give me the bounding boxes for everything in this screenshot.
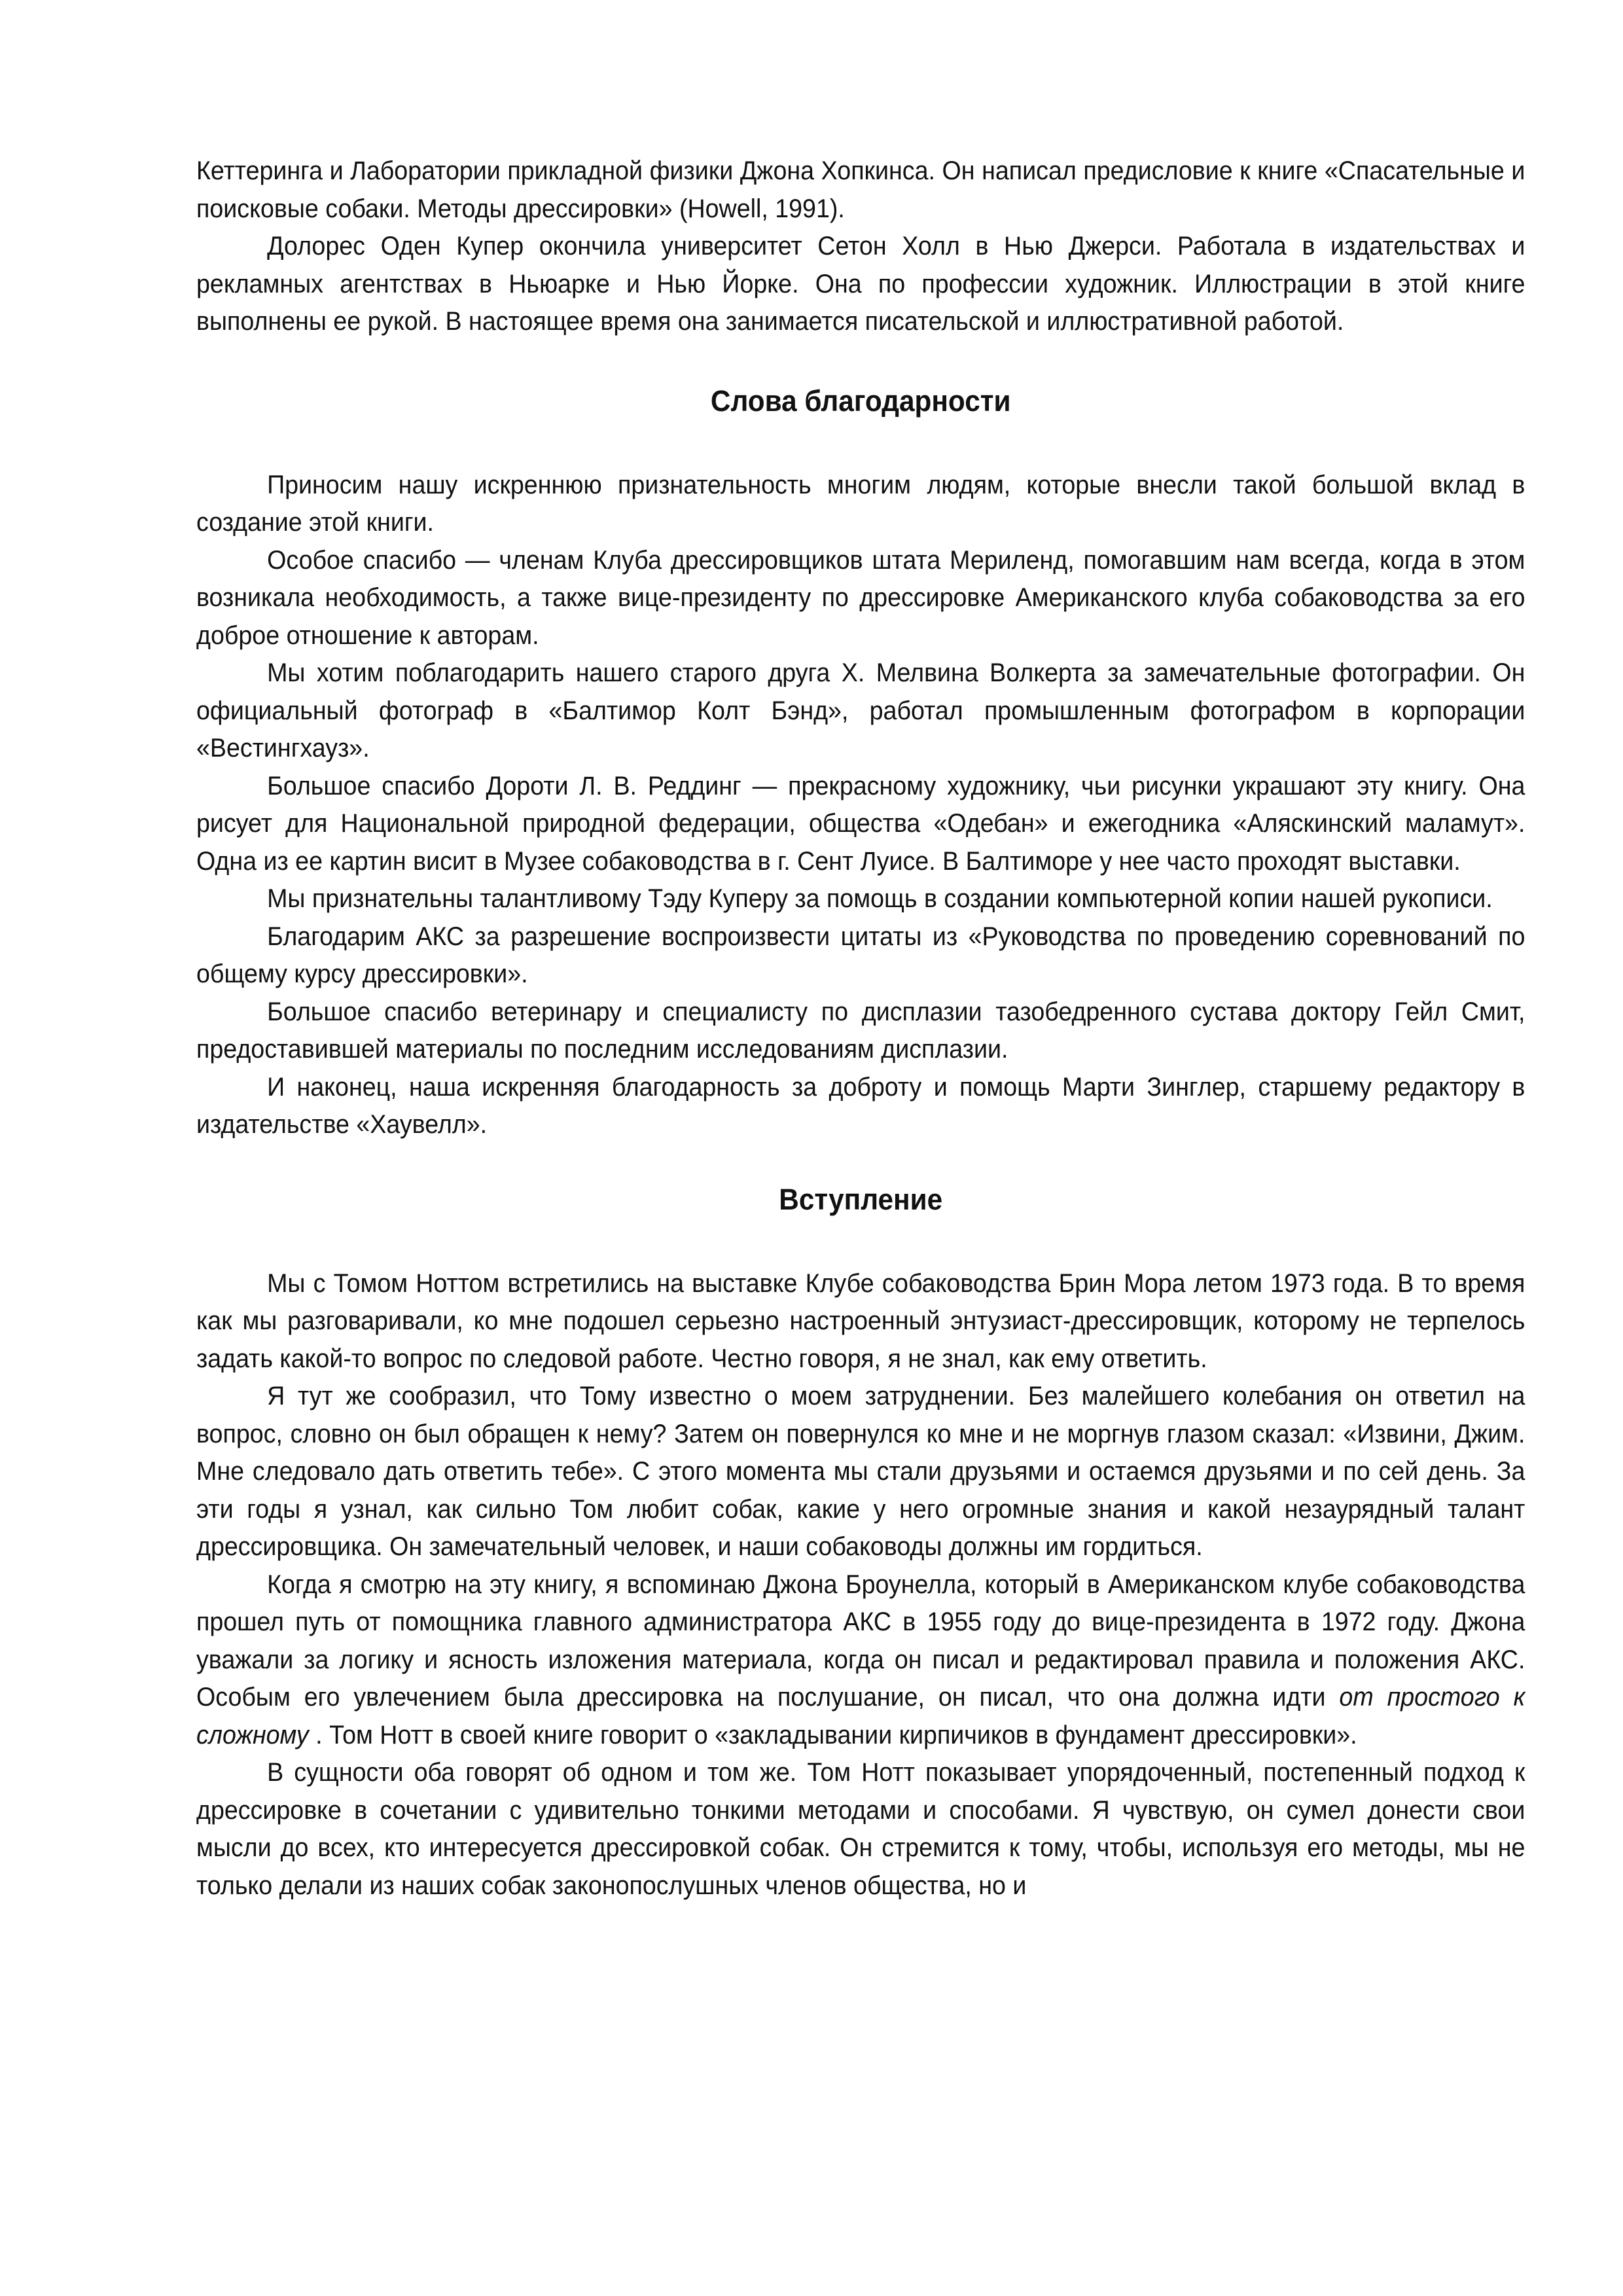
- paragraph-acknowledgment: Мы хотим поблагодарить нашего старого друга Х. Мелвина Волкерта за замечательные фотографии. Он официальный фотограф в «Балтимор Колт Бэнд», работал промышленным фотографом в корпорации «Вестингхауз».: [196, 658, 1525, 762]
- heading-acknowledgments: Слова благодарности: [710, 384, 1011, 418]
- paragraph-acknowledgment: Большое спасибо ветеринару и специалисту по дисплазии тазобедренного сустава доктору Гейл Смит, предоставившей материалы по последним исследованиям дисплазии.: [196, 997, 1525, 1064]
- paragraph-introduction-meeting: Мы с Томом Ноттом встретились на выставке Клубе собаководства Брин Мора летом 1973 года. В то время как мы разговаривали, ко мне подошел серьезно настроенный энтузиаст-дрессировщик, которому не терпелось задать какой-то вопрос по следовой работе. Честно говоря, я не знал, как ему ответить.: [196, 1268, 1525, 1373]
- italic-phrase: от простого к сложному: [196, 1683, 1525, 1749]
- paragraph-authors-continued: Кеттеринга и Лаборатории прикладной физики Джона Хопкинса. Он написал предисловие к книге «Спасательные и поисковые собаки. Методы дрессировки» (Howell, 1991).: [196, 156, 1525, 223]
- paragraph-acknowledgment: Приносим нашу искреннюю признательность многим людям, которые внесли такой большой вклад в создание этой книги.: [196, 470, 1525, 537]
- paragraph-acknowledgment: И наконец, наша искренняя благодарность за доброту и помощь Марти Зинглер, старшему редактору в издательстве «Хаувелл».: [196, 1072, 1525, 1139]
- paragraph-acknowledgment: Благодарим АКС за разрешение воспроизвести цитаты из «Руководства по проведению соревнований по общему курсу дрессировки».: [196, 922, 1525, 988]
- paragraph-introduction-friendship: Я тут же сообразил, что Тому известно о моем затруднении. Без малейшего колебания он ответил на вопрос, словно он был обращен к нему? Затем он повернулся ко мне и не моргнув глазом сказал: «Извини, Джим. Мне следовало дать ответить тебе». С этого момента мы стали друзьями и остаемся друзьями и по сей день. За эти годы я узнал, как сильно Том любит собак, какие у него огромные знания и какой незаурядный талант дрессировщика. Он замечательный человек, и наши собаководы должны им гордиться.: [196, 1382, 1525, 1561]
- paragraph-acknowledgment: Мы признательны талантливому Тэду Куперу за помощь в создании компьютерной копии нашей рукописи.: [267, 884, 1493, 913]
- paragraph-acknowledgment: Большое спасибо Дороти Л. В. Реддинг — прекрасному художнику, чьи рисунки украшают эту книгу. Она рисует для Национальной природной федерации, общества «Одебан» и ежегодника «Аляскинский маламут». Одна из ее картин висит в Музее собаководства в г. Сент Луисе. В Балтиморе у нее часто проходят выставки.: [196, 771, 1525, 876]
- heading-introduction: Вступление: [779, 1182, 943, 1216]
- paragraph-dolores-cooper: Долорес Оден Купер окончила университет Сетон Холл в Нью Джерси. Работала в издательствах и рекламных агентствах в Ньюарке и Нью Йорке. Она по профессии художник. Иллюстрации в этой книге выполнены ее рукой. В настоящее время она занимается писательской и иллюстративной работой.: [196, 232, 1525, 336]
- page-content: [196, 152, 1525, 1905]
- paragraph-introduction-method: В сущности оба говорят об одном и том же. Том Нотт показывает упорядоченный, постепенный подход к дрессировке в сочетании с удивительно тонкими методами и способами. Я чувствую, он сумел донести свои мысли до всех, кто интересуется дрессировкой собак. Он стремится к тому, чтобы, используя его методы, мы не только делали из наших собак законопослушных членов общества, но и: [196, 1758, 1525, 1900]
- paragraph-acknowledgment: Особое спасибо — членам Клуба дрессировщиков штата Мериленд, помогавшим нам всегда, когда в этом возникала необходимость, а также вице-президенту по дрессировке Американского клуба собаководства за его доброе отношение к авторам.: [196, 545, 1525, 650]
- paragraph-introduction-brownell: [196, 1566, 1525, 1755]
- text-run: Когда я смотрю на эту книгу, я вспоминаю Джона Броунелла, который в Американском клубе собаководства прошел путь от помощника главного администратора АКС в 1955 году до вице-президента в 1972 году. Джона уважали за логику и ясность изложения материала, когда он писал и редактировал правила и положения АКС. Особым его увлечением была дрессировка на послушание, он писал, что она должна идти: [196, 1570, 1525, 1712]
- document-page: [196, 152, 1525, 1905]
- text-run: . Том Нотт в своей книге говорит о «закладывании кирпичиков в фундамент дрессировки».: [308, 1720, 1357, 1749]
